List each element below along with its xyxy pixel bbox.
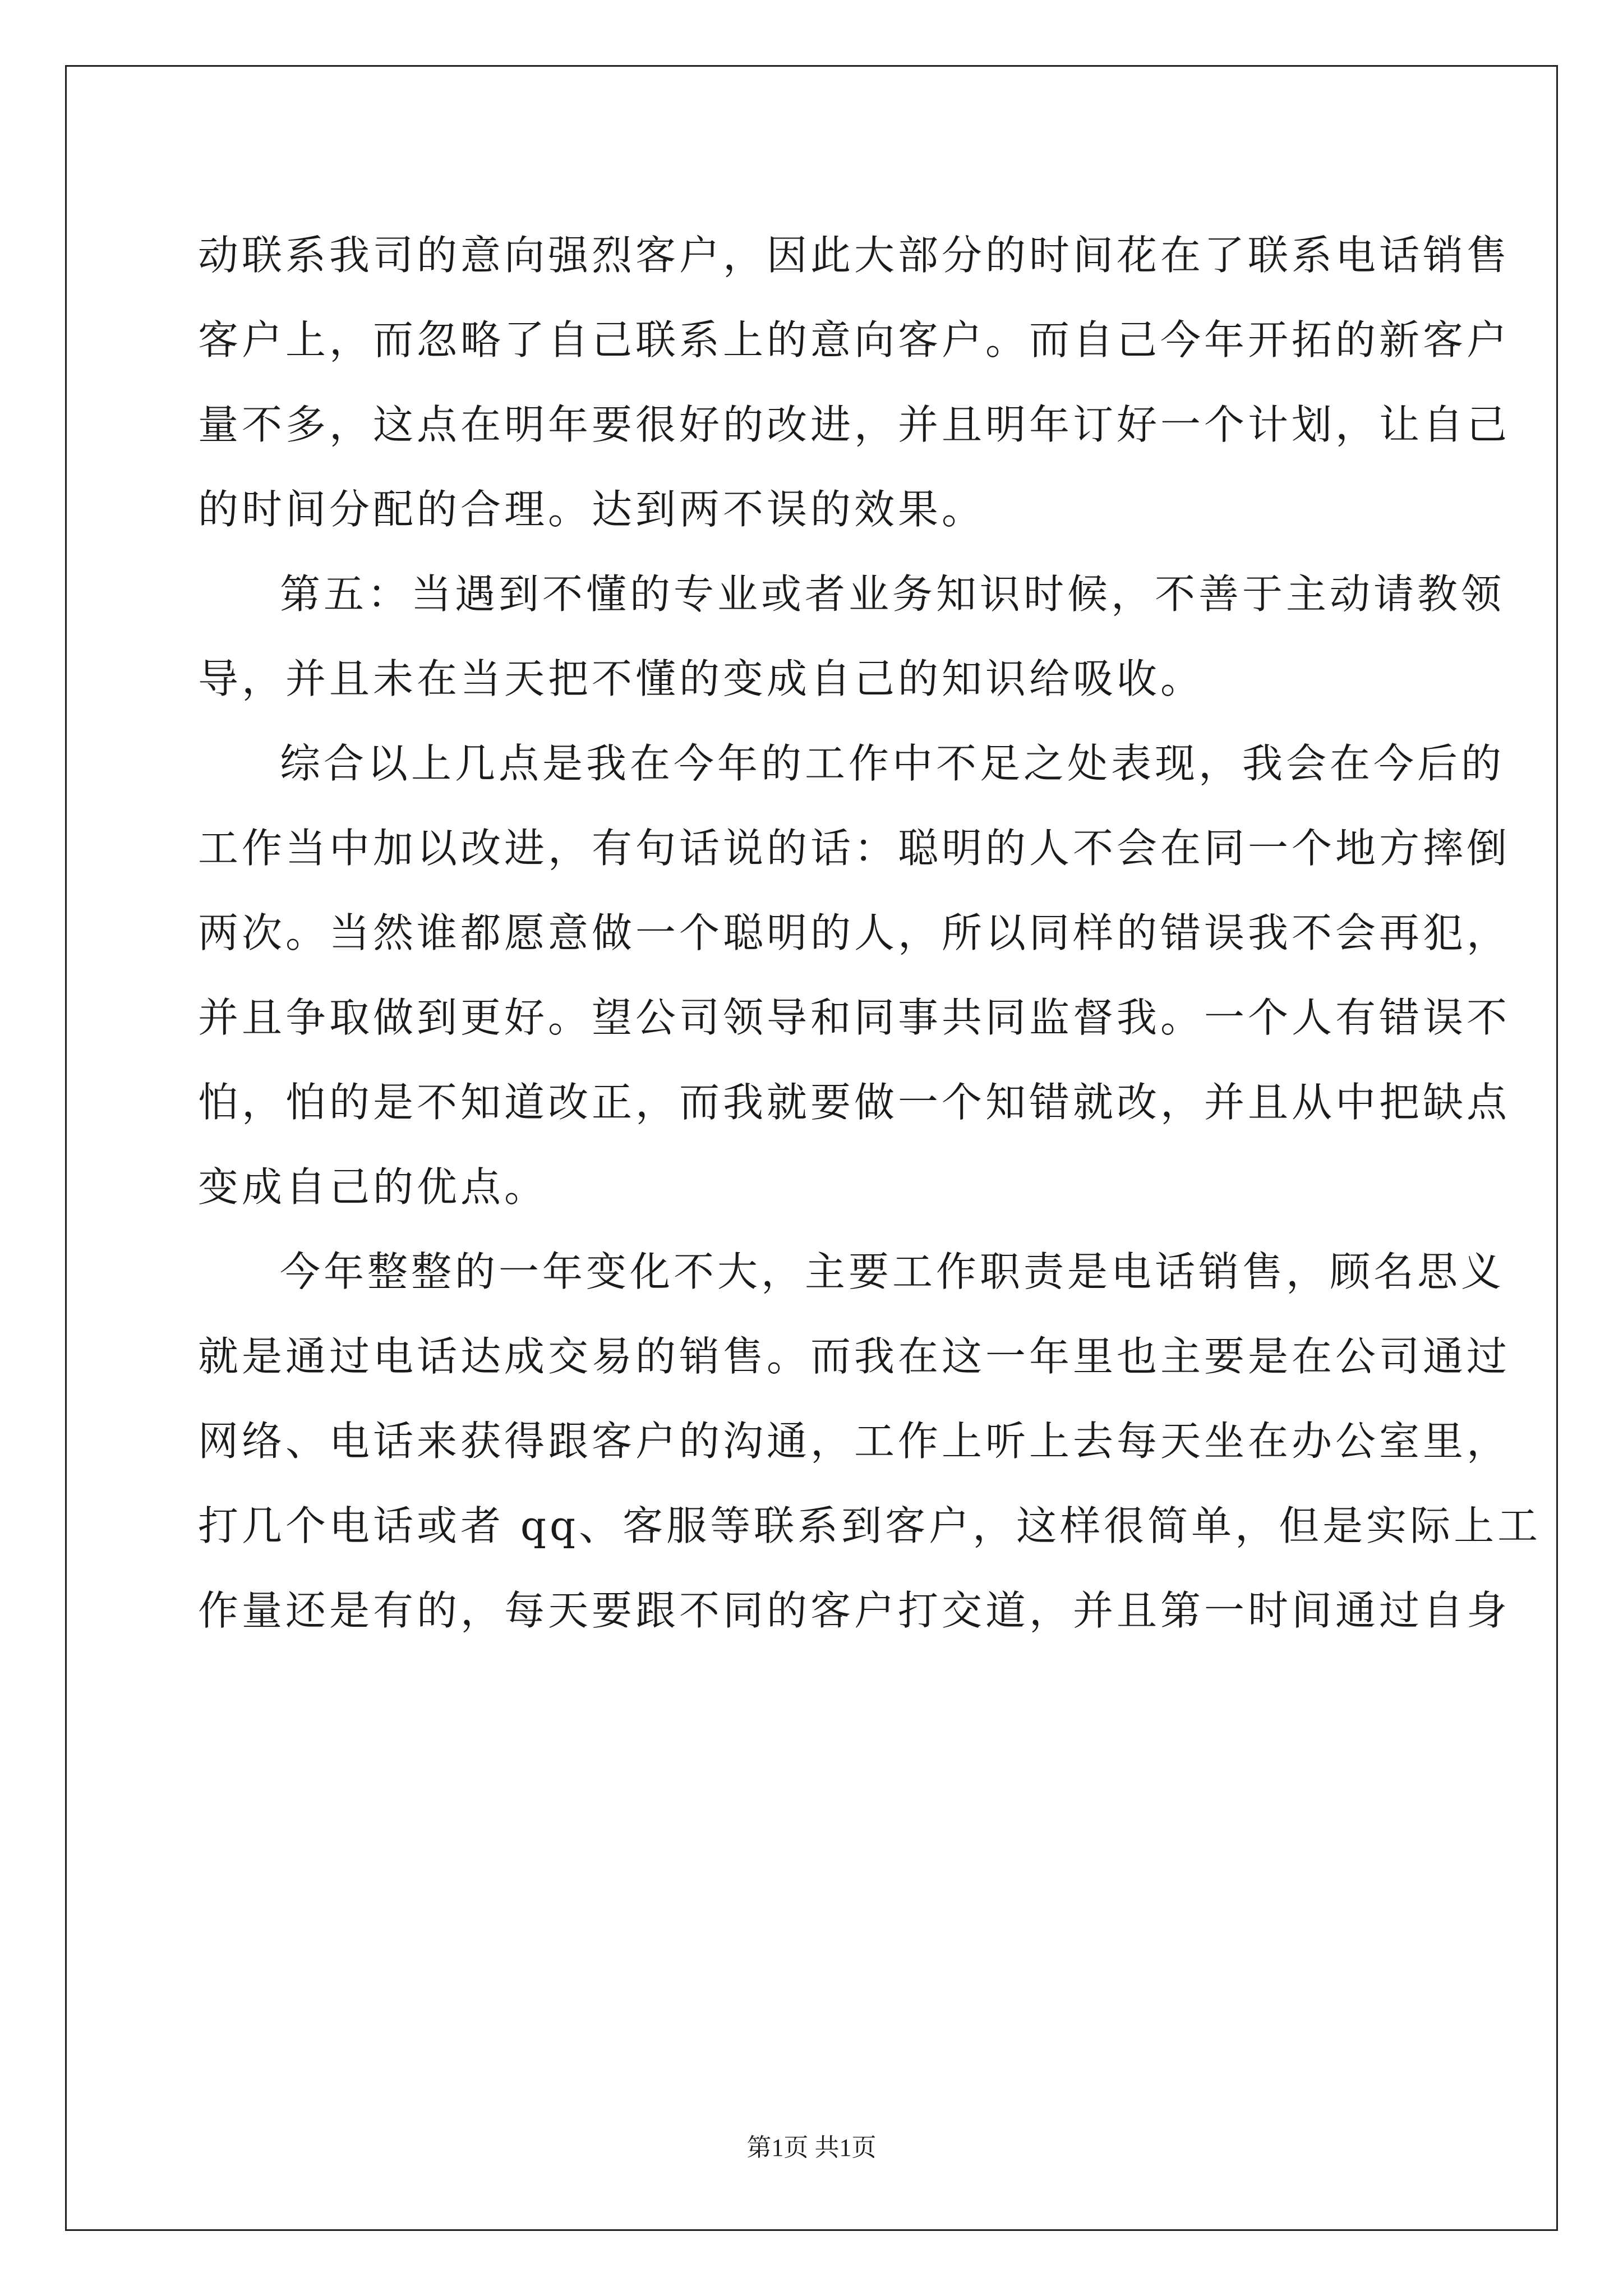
text-line: 就是通过电话达成交易的销售。而我在这一年里也主要是在公司通过 [198,1333,1511,1380]
text-line: 网络、电话来获得跟客户的沟通，工作上听上去每天坐在办公室里， [198,1418,1511,1465]
text-line: 怕，怕的是不知道改正，而我就要做一个知错就改，并且从中把缺点 [198,1079,1511,1126]
text-line: 作量还是有的，每天要跟不同的客户打交道，并且第一时间通过自身 [198,1587,1511,1634]
text-line: 并且争取做到更好。望公司领导和同事共同监督我。一个人有错误不 [198,994,1511,1041]
text-line: 量不多，这点在明年要很好的改进，并且明年订好一个计划，让自己 [198,401,1511,448]
document-body [198,213,1542,1653]
text-line: 客户上，而忽略了自己联系上的意向客户。而自己今年开拓的新客户 [198,316,1511,364]
text-line: 打几个电话或者 qq、客服等联系到客户，这样很简单，但是实际上工 [198,1502,1542,1549]
text-line: 综合以上几点是我在今年的工作中不足之处表现，我会在今后的 [280,740,1505,787]
page-footer: 第1页 共1页 [746,2134,877,2161]
text-line: 工作当中加以改进，有句话说的话：聪明的人不会在同一个地方摔倒 [198,825,1511,872]
text-line: 变成自己的优点。 [198,1163,548,1211]
text-line: 的时间分配的合理。达到两不误的效果。 [198,486,986,533]
text-line: 两次。当然谁都愿意做一个聪明的人，所以同样的错误我不会再犯， [198,909,1511,956]
text-line: 今年整整的一年变化不大，主要工作职责是电话销售，顾名思义 [280,1248,1505,1295]
text-line: 导，并且未在当天把不懂的变成自己的知识给吸收。 [198,655,1205,702]
text-line: 第五：当遇到不懂的专业或者业务知识时候，不善于主动请教领 [280,570,1505,618]
text-line: 动联系我司的意向强烈客户，因此大部分的时间花在了联系电话销售 [198,232,1511,279]
